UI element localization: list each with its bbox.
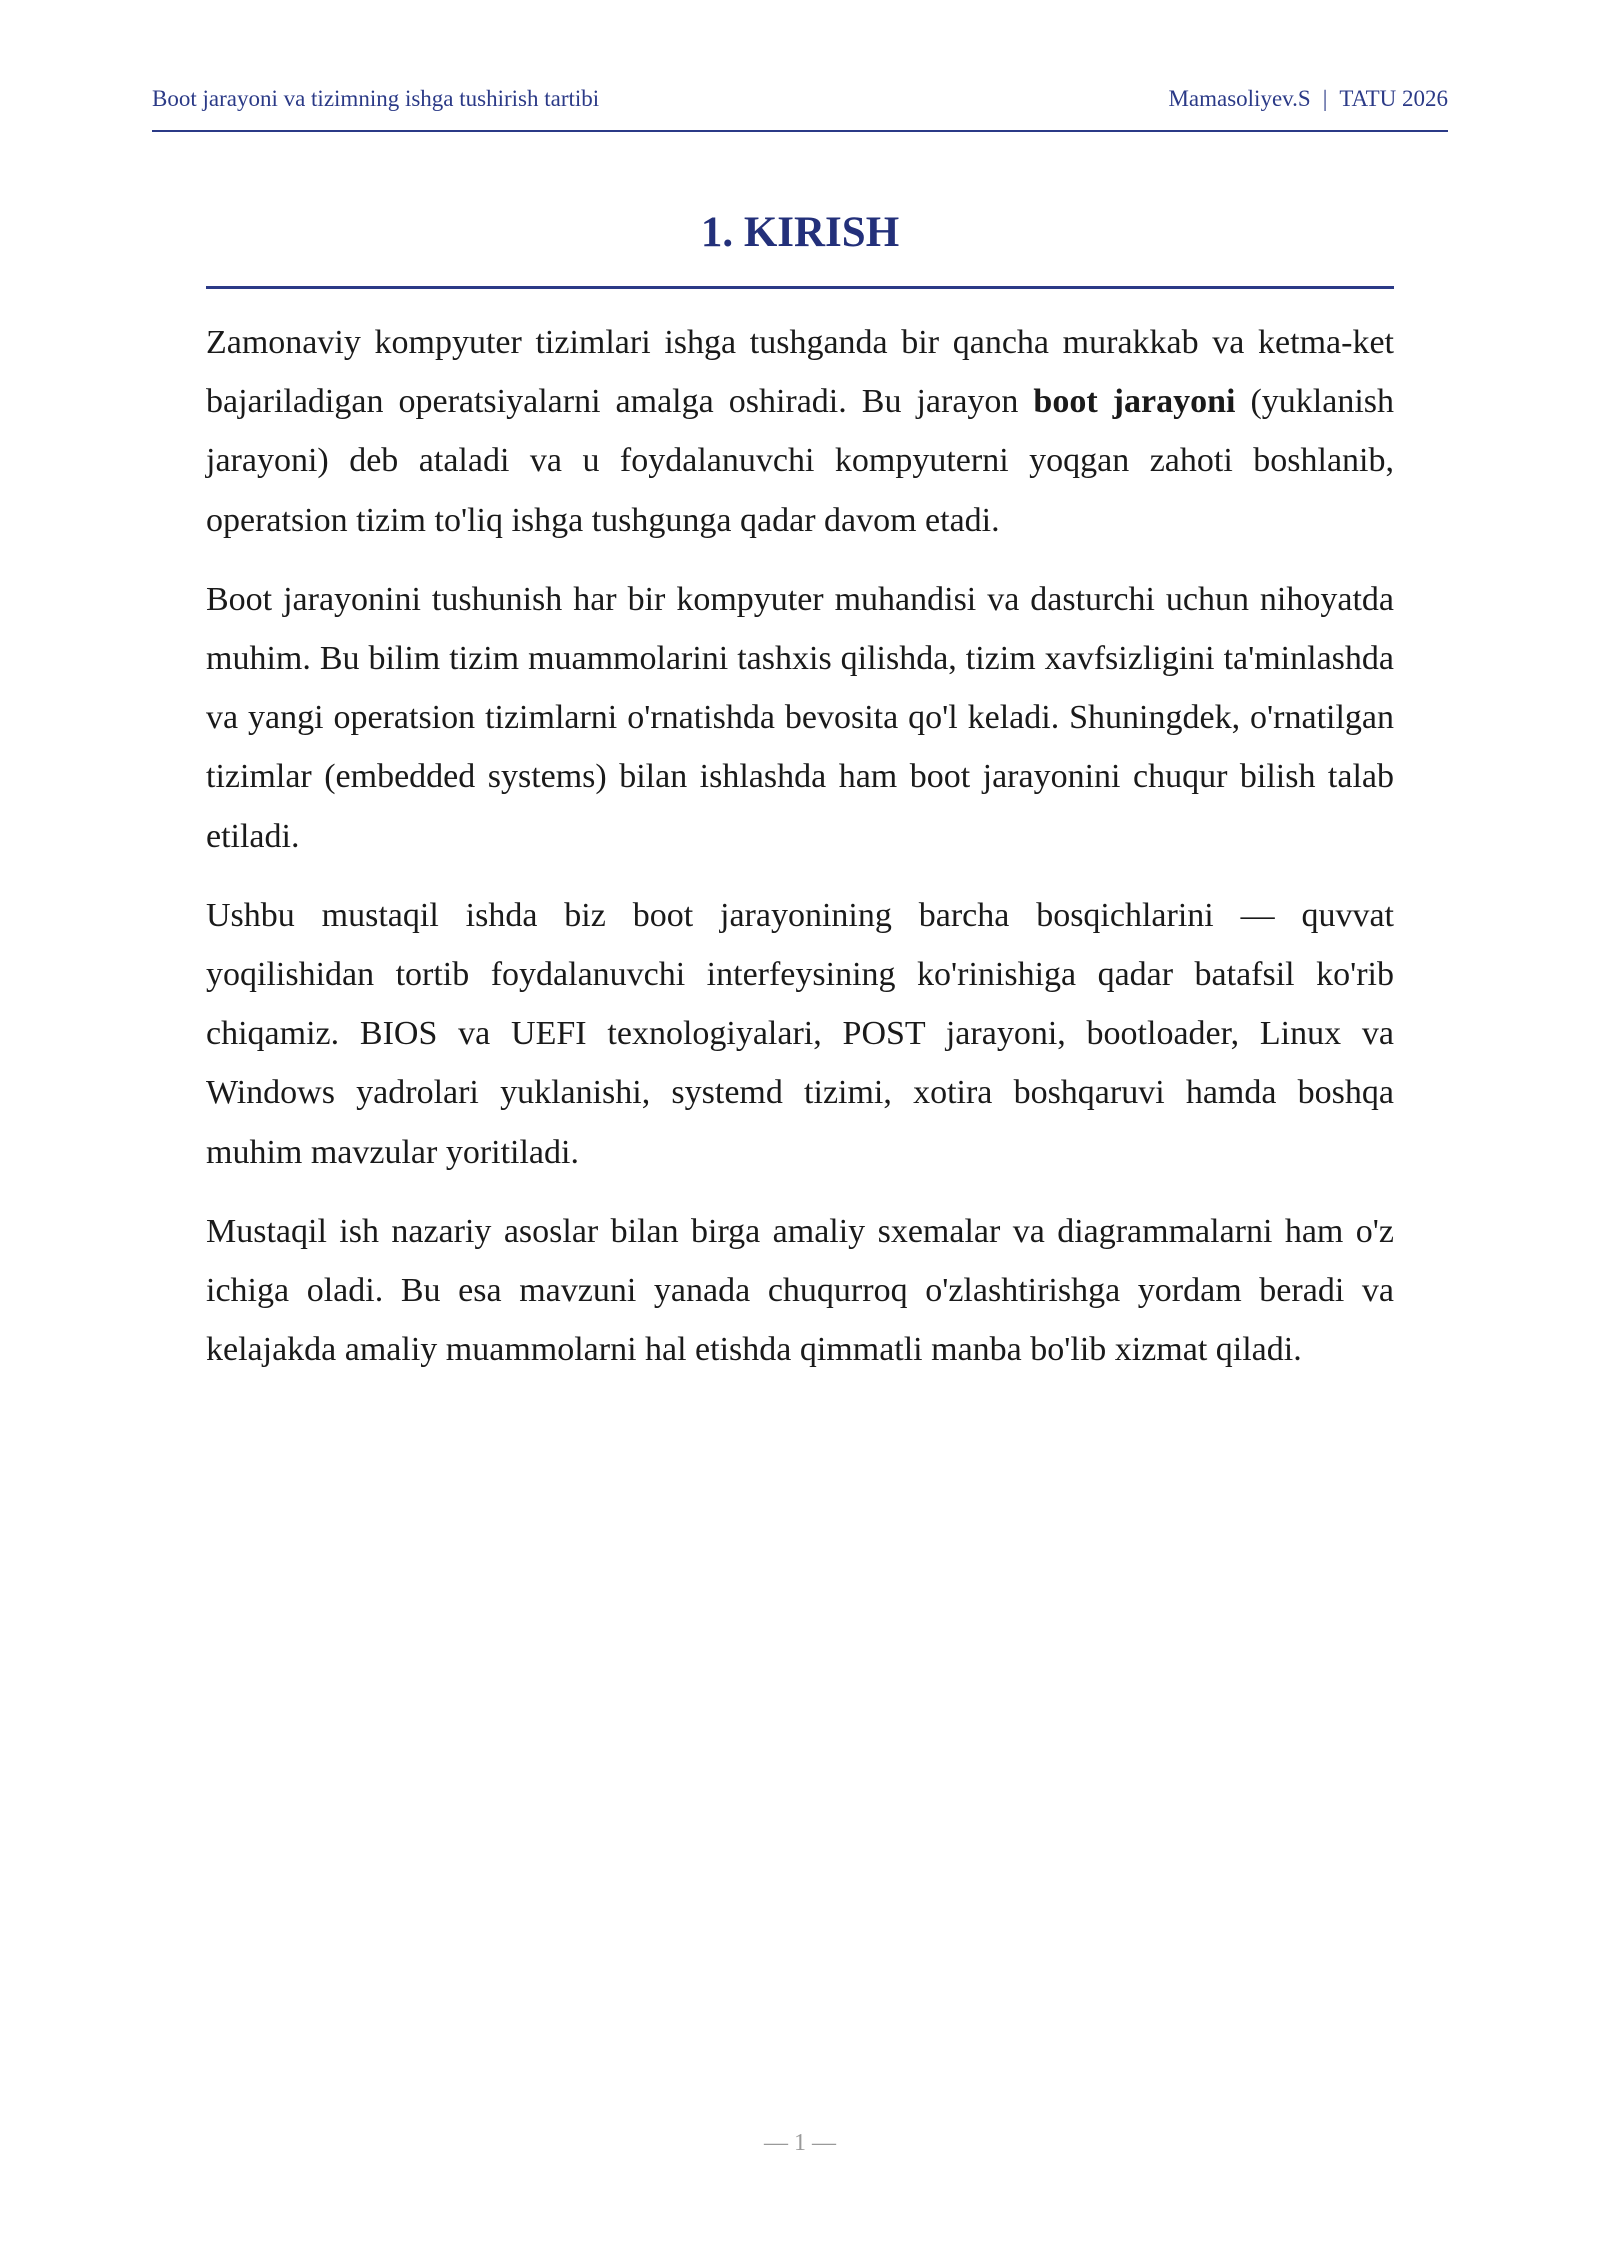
header-author: Mamasoliyev.S [1168, 86, 1311, 111]
section-title: 1. KIRISH [206, 203, 1394, 289]
paragraph-1-text-a: Zamonaviy kompyuter tizimlari ishga tushganda bir qancha murakkab va ketma-ket bajariladigan operatsiyalarni amalga oshiradi. Bu jarayon [206, 324, 1394, 421]
header-document-title: Boot jarayoni va tizimning ishga tushirish tartibi [152, 86, 600, 111]
paragraph-1-text-b: (yuklanish jarayoni) deb ataladi va u foydalanuvchi kompyuterni yoqgan zahoti boshlanib, operatsion tizim to'liq ishga tushgunga qadar davom etadi. [206, 383, 1394, 539]
header-org-year: TATU 2026 [1339, 86, 1448, 111]
paragraph-1-bold-term: boot jarayoni [1033, 383, 1236, 421]
header-author-info [1168, 84, 1448, 114]
main-content [206, 313, 1394, 1399]
paragraph-1 [206, 313, 1394, 550]
page-header [152, 84, 1448, 132]
page-number: — 1 — [764, 2130, 836, 2156]
paragraph-4: Mustaqil ish nazariy asoslar bilan birga amaliy sxemalar va diagrammalarni ham o'z ichiga oladi. Bu esa mavzuni yanada chuqurroq o'zlashtirishga yordam beradi va kelajakda amaliy muammolarni hal etishda qimmatli manba bo'lib xizmat qiladi. [206, 1212, 1394, 1369]
paragraph-2: Boot jarayonini tushunish har bir kompyuter muhandisi va dasturchi uchun nihoyatda muhim. Bu bilim tizim muammolarini tashxis qilishda, tizim xavfsizligini ta'minlashda va yangi operatsion tizimlarni o'rnatishda bevosita qo'l keladi. Shuningdek, o'rnatilgan tizimlar (embedded systems) bilan ishlashda ham boot jarayonini chuqur bilish talab etiladi. [206, 580, 1394, 855]
paragraph-3: Ushbu mustaqil ishda biz boot jarayonining barcha bosqichlarini — quvvat yoqilishidan tortib foydalanuvchi interfeysining ko'rinishiga qadar batafsil ko'rib chiqamiz. BIOS va UEFI texnologiyalari, POST jarayoni, bootloader, Linux va Windows yadrolari yuklanishi, systemd tizimi, xotira boshqaruvi hamda boshqa muhim mavzular yoritiladi. [206, 896, 1394, 1171]
header-separator: | [1322, 86, 1328, 111]
